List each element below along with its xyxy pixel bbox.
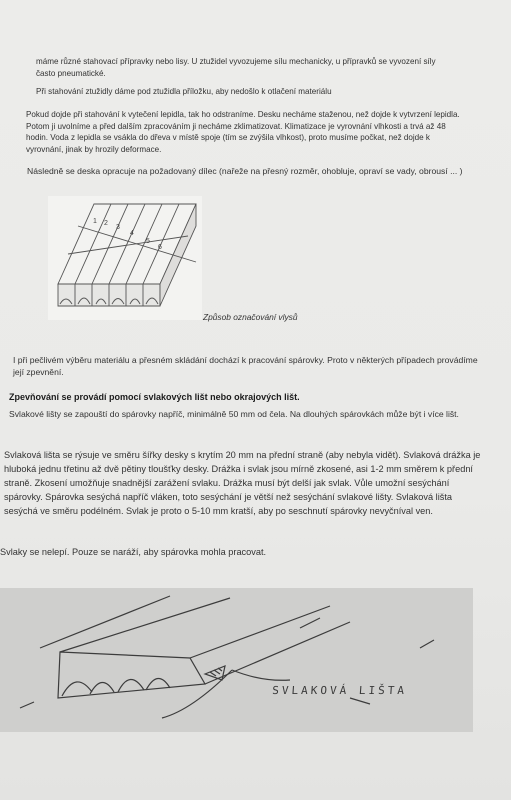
strip-number-6: 6 [158,244,162,251]
board-sketch-image [48,196,202,320]
paragraph-batten-detail: Svlaková lišta se rýsuje ve směru šířky desky s krytím 20 mm na přední straně (aby nebyla vidět). Svlaková drážka je hluboká jednu třetinu až dvě pětiny tloušťky desky. Drážka i svlak jsou mírně zkosené, asi 1-2 mm směrem k přední straně. Zkosení umožňuje snadnější zarážení svlaku. Drážka musí být delší jak svlak. Vůle umožní sesýchání spárovky. Spárovka sesýchá napříč vláken, toto sesýchání je větší než sesýchání svlakové lišty. Svlaková lišta sesýchá ve směru podélném. Svlak je proto o 5-10 mm kratší, aby po seschnutí spárovky nevyčníval ven. [4,450,481,516]
strip-number-2: 2 [104,220,108,227]
strip-number-5: 5 [146,238,150,245]
figure-batten [0,588,473,732]
strip-number-4: 4 [130,230,134,237]
figure-caption: Způsob označování vlysů [203,312,298,322]
paragraph-processing: Následně se deska opracuje na požadovaný dílec (nařeže na přesný rozměr, ohobluje, opraví se vady, obrousí ... ) [27,166,463,176]
paragraph-glue: Pokud dojde při stahování k vytečení lepidla, tak ho odstraníme. Desku necháme staženou, než dojde k vytvrzení lepidla. Potom ji uvolníme a před dalším zpracováním ji necháme zklimatizovat. Klimatizace je vyrovnání vlhkosti a trvá až 48 hodin. Voda z lepidla se vsákla do dřeva v místě spoje (tím se zvýšila vlhkost), proto musíme počkat, než dojde k vyrovnání, jinak by hrozily deformace. [26,110,460,154]
paragraph-presses: máme různé stahovací přípravky nebo lisy. U ztužidel vyvozujeme sílu mechanicky, u přípravků se vyvození síly často pneumatické. [36,57,436,78]
section-heading: Zpevňování se provádí pomocí svlakových lišt nebo okrajových lišt. [9,392,300,402]
figure-strip-marking [48,196,202,320]
batten-sketch-image [0,588,473,732]
paragraph-no-glue: Svlaky se nelepí. Pouze se naráží, aby spárovka mohla pracovat. [0,547,267,557]
strip-number-3: 3 [116,224,120,231]
paragraph-working: I při pečlivém výběru materiálu a přesném skládání dochází k pracování spárovky. Proto v některých případech provádíme její zpevnění. [13,355,478,378]
paragraph-pad: Při stahování ztužidly dáme pod ztužidla příložku, aby nedošlo k otlačení materiálu [36,87,332,96]
batten-label: SVLAKOVÁ LIŠTA [271,684,408,697]
paragraph-batten-insert: Svlakové lišty se zapouští do spárovky napříč, minimálně 50 mm od čela. Na dlouhých spárovkách může být i více lišt. [9,409,459,419]
strip-number-1: 1 [93,218,97,225]
